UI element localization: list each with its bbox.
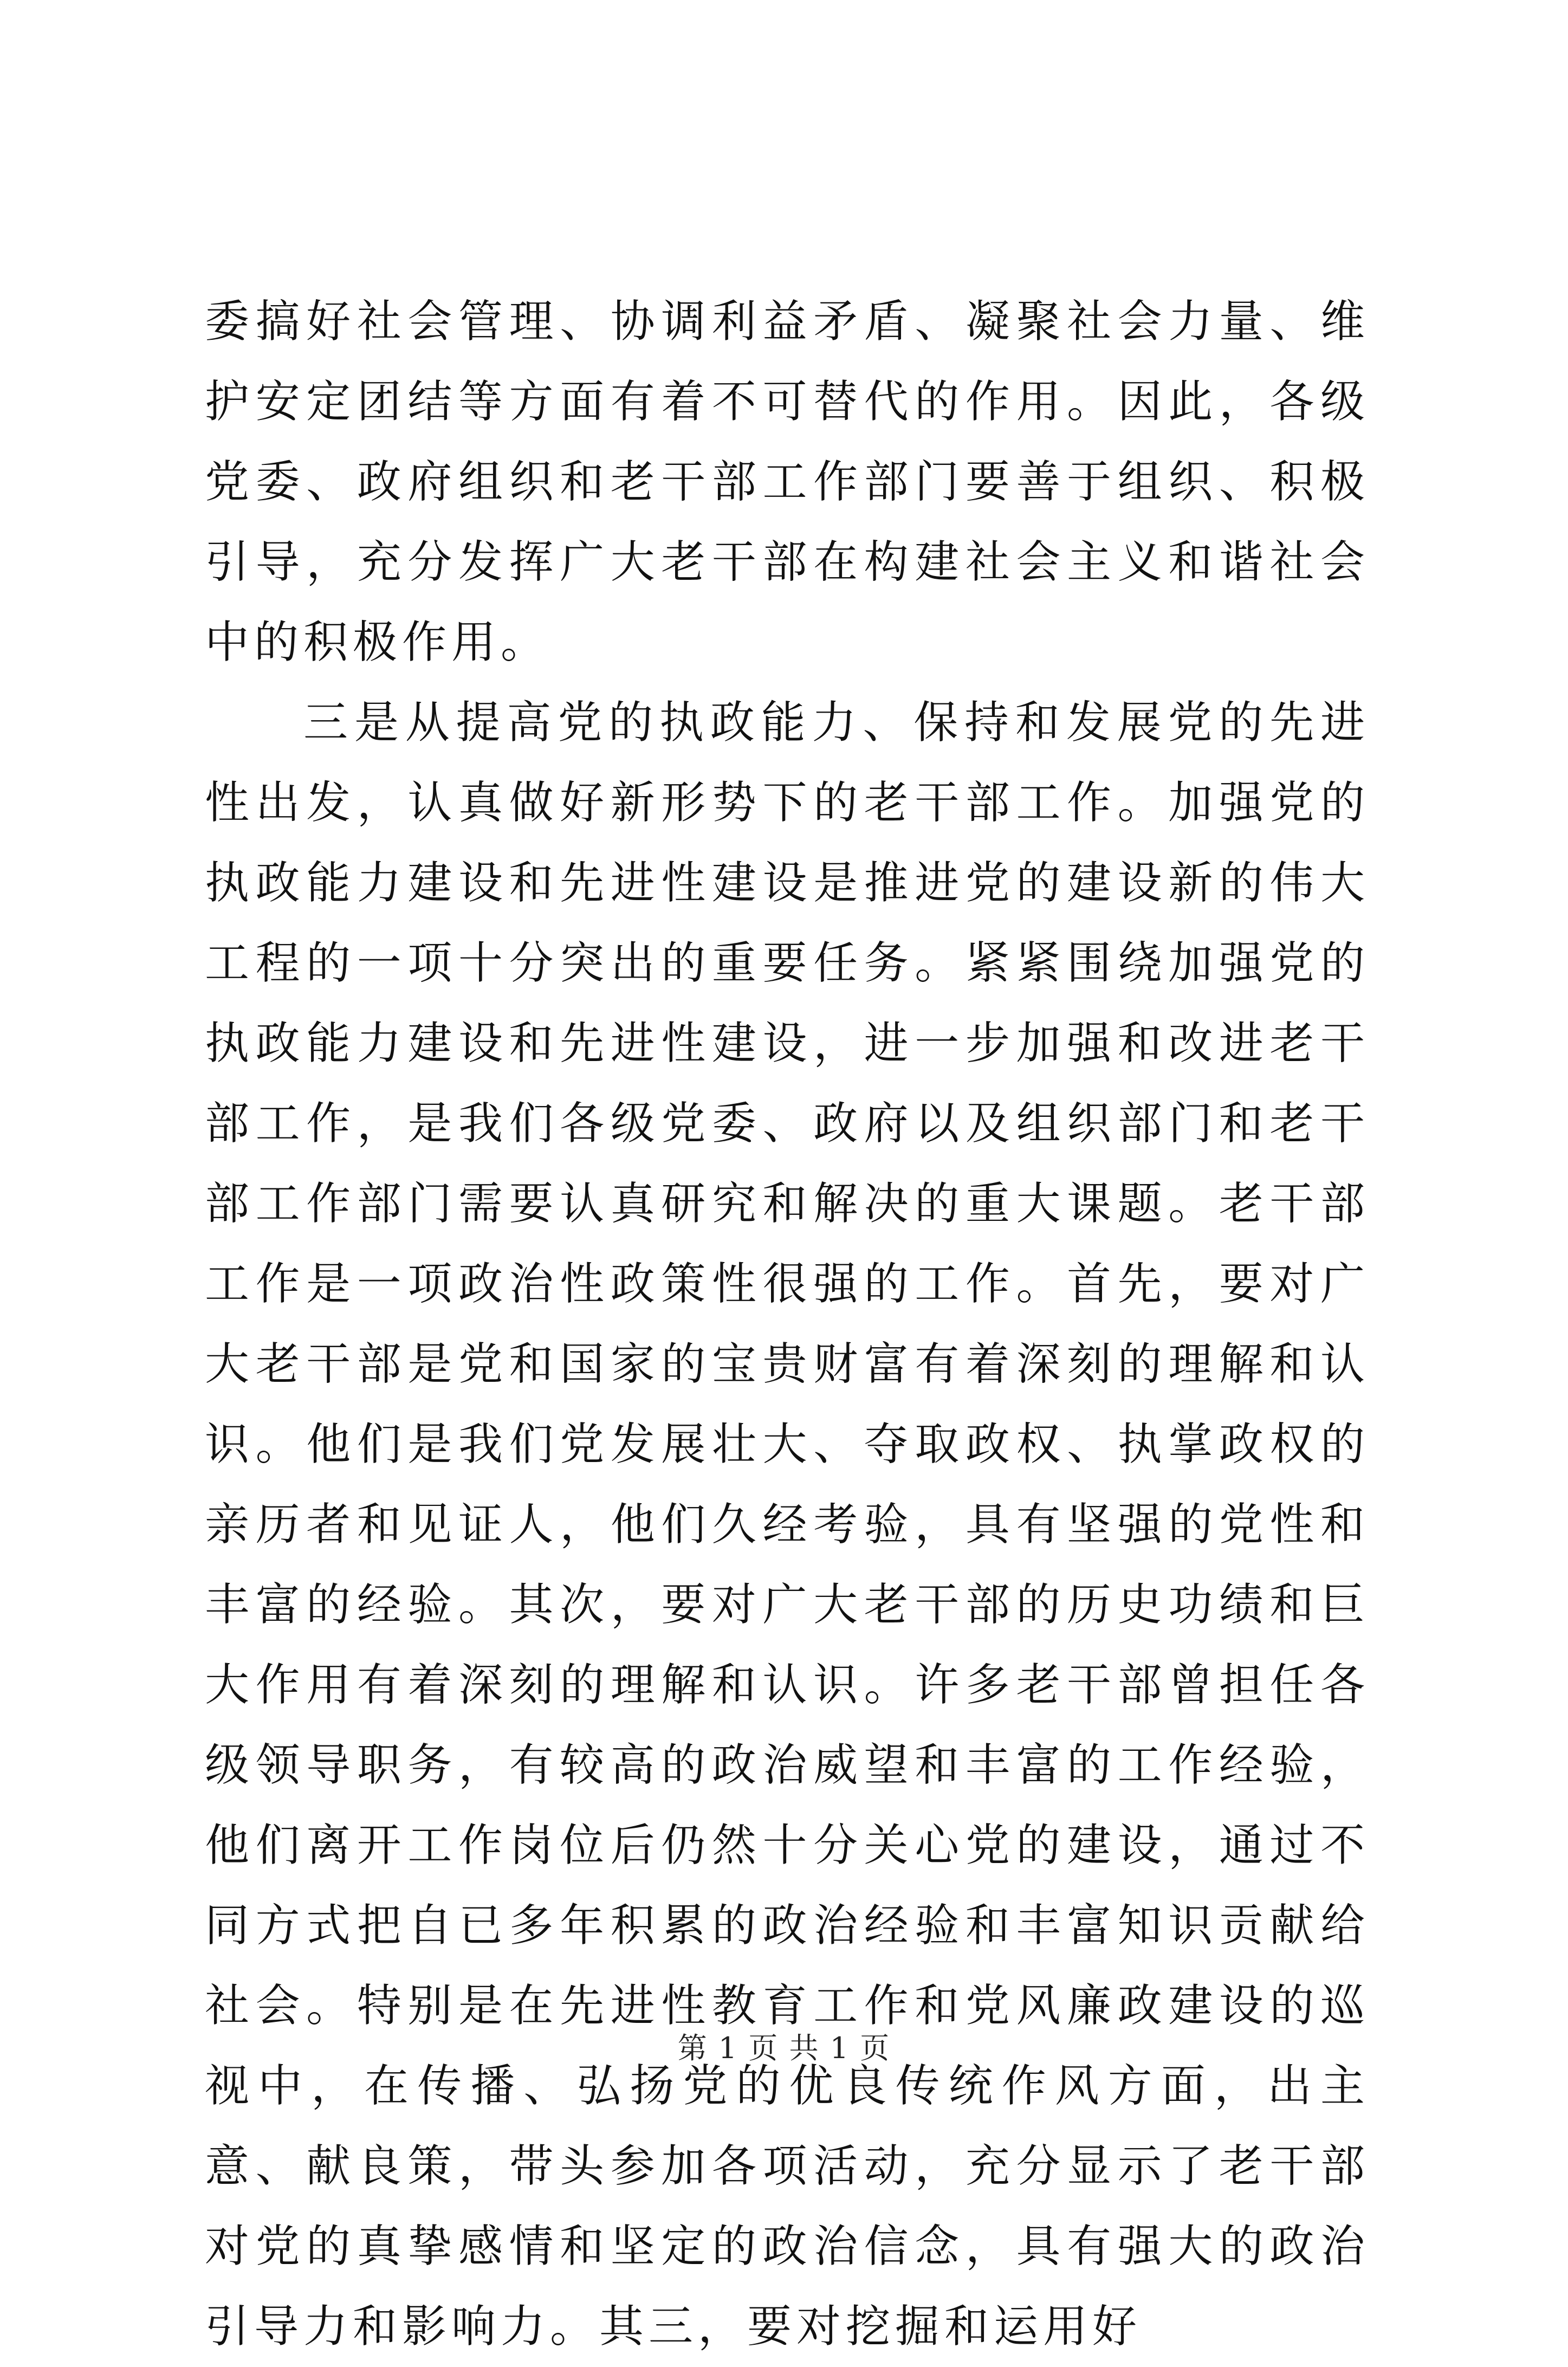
page-footer: 第 1 页 共 1 页	[677, 2031, 891, 2065]
paragraph-continuation: 委搞好社会管理、协调利益矛盾、凝聚社会力量、维护安定团结等方面有着不可替代的作用。因此，各级党委、政府组织和老干部工作部门要善于组织、积极引导，充分发挥广大老干部在构建社会主义和谐社会中的积极作用。	[205, 296, 1370, 668]
paragraph-three: 三是从提高党的执政能力、保持和发展党的先进性出发，认真做好新形势下的老干部工作。加强党的执政能力建设和先进性建设是推进党的建设新的伟大工程的一项十分突出的重要任务。紧紧围绕加强党的执政能力建设和先进性建设，进一步加强和改进老干部工作，是我们各级党委、政府以及组织部门和老干部工作部门需要认真研究和解决的重大课题。老干部工作是一项政治性政策性很强的工作。首先，要对广大老干部是党和国家的宝贵财富有着深刻的理解和认识。他们是我们党发展壮大、夺取政权、执掌政权的亲历者和见证人，他们久经考验，具有坚强的党性和丰富的经验。其次，要对广大老干部的历史功绩和巨大作用有着深刻的理解和认识。许多老干部曾担任各级领导职务，有较高的政治威望和丰富的工作经验，他们离开工作岗位后仍然十分关心党的建设，通过不同方式把自已多年积累的政治经验和丰富知识贡献给社会。特别是在先进性教育工作和党风廉政建设的巡视中，在传播、弘扬党的优良传统作风方面，出主意、献良策，带头参加各项活动，充分显示了老干部对党的真挚感情和坚定的政治信念，具有强大的政治引导力和影响力。其三，要对挖掘和运用好	[205, 697, 1370, 2352]
